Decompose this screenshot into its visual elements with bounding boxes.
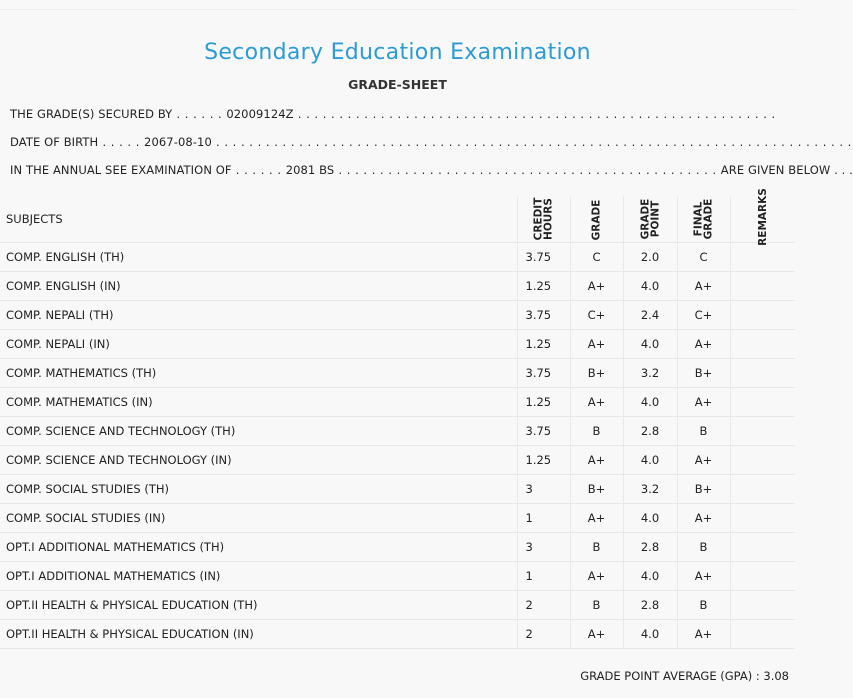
subject-cell: COMP. ENGLISH (TH) <box>0 243 517 272</box>
credit-hours-cell: 3 <box>517 533 570 562</box>
subject-cell: COMP. NEPALI (TH) <box>0 301 517 330</box>
table-row <box>0 475 795 504</box>
final-grade-cell: B <box>677 417 730 446</box>
subject-cell: COMP. NEPALI (IN) <box>0 330 517 359</box>
credit-hours-cell: 2 <box>517 591 570 620</box>
grade-point-cell: 4.0 <box>623 620 677 649</box>
grade-point-cell: 2.4 <box>623 301 677 330</box>
grade-point-cell: 2.8 <box>623 533 677 562</box>
remarks-cell <box>730 388 795 417</box>
info-line-secured: THE GRADE(S) SECURED BY . . . . . . 02009124Z . . . . . . . . . . . . . . . . . . . . . . . . . . . . . . . . . . . . . . . . . . . . . . . . . . . . . . . . . . <box>10 107 776 121</box>
header-final-grade: FINAL GRADE <box>677 196 730 243</box>
table-row <box>0 533 795 562</box>
dob-label: DATE OF BIRTH <box>10 135 99 149</box>
table-row <box>0 359 795 388</box>
grade-cell: B <box>570 591 623 620</box>
grade-point-cell: 3.2 <box>623 359 677 388</box>
remarks-cell <box>730 272 795 301</box>
table-row <box>0 388 795 417</box>
remarks-cell <box>730 243 795 272</box>
exam-label: IN THE ANNUAL SEE EXAMINATION OF <box>10 163 232 177</box>
table-row <box>0 591 795 620</box>
table-row <box>0 620 795 649</box>
grade-point-cell: 2.8 <box>623 417 677 446</box>
info-line-dob: DATE OF BIRTH . . . . . 2067-08-10 . . . . . . . . . . . . . . . . . . . . . . . . . . . . . . . . . . . . . . . . . . . . . . . . . . . . . . . . . . . . . . . . . . . . . . . . . . . . . <box>10 135 852 149</box>
table-row <box>0 301 795 330</box>
grade-point-cell: 4.0 <box>623 388 677 417</box>
remarks-cell <box>730 620 795 649</box>
table-row <box>0 504 795 533</box>
subject-cell: OPT.II HEALTH & PHYSICAL EDUCATION (IN) <box>0 620 517 649</box>
subject-cell: COMP. SOCIAL STUDIES (TH) <box>0 475 517 504</box>
table-header-row <box>0 196 795 243</box>
table-row <box>0 446 795 475</box>
subject-cell: COMP. ENGLISH (IN) <box>0 272 517 301</box>
subject-cell: OPT.II HEALTH & PHYSICAL EDUCATION (TH) <box>0 591 517 620</box>
grade-table <box>0 188 795 649</box>
grade-cell: A+ <box>570 504 623 533</box>
grade-cell: A+ <box>570 562 623 591</box>
grade-cell: A+ <box>570 330 623 359</box>
grade-point-cell: 3.2 <box>623 475 677 504</box>
remarks-cell <box>730 533 795 562</box>
table-row <box>0 330 795 359</box>
final-grade-cell: A+ <box>677 388 730 417</box>
gpa-value: 3.08 <box>763 669 789 683</box>
grade-cell: A+ <box>570 272 623 301</box>
credit-hours-cell: 3.75 <box>517 359 570 388</box>
grade-cell: A+ <box>570 620 623 649</box>
symbol-number: 02009124Z <box>226 107 294 121</box>
remarks-cell <box>730 330 795 359</box>
grade-point-cell: 2.0 <box>623 243 677 272</box>
grade-point-cell: 4.0 <box>623 446 677 475</box>
remarks-cell <box>730 504 795 533</box>
subject-cell: OPT.I ADDITIONAL MATHEMATICS (TH) <box>0 533 517 562</box>
subject-cell: COMP. MATHEMATICS (TH) <box>0 359 517 388</box>
header-subjects: SUBJECTS <box>0 196 517 243</box>
final-grade-cell: A+ <box>677 620 730 649</box>
grade-cell: B+ <box>570 475 623 504</box>
grade-point-cell: 2.8 <box>623 591 677 620</box>
credit-hours-cell: 3.75 <box>517 301 570 330</box>
final-grade-cell: B <box>677 533 730 562</box>
grade-cell: B+ <box>570 359 623 388</box>
credit-hours-cell: 1.25 <box>517 272 570 301</box>
credit-hours-cell: 1 <box>517 562 570 591</box>
final-grade-cell: C+ <box>677 301 730 330</box>
remarks-cell <box>730 446 795 475</box>
remarks-cell <box>730 591 795 620</box>
remarks-cell <box>730 359 795 388</box>
subject-cell: COMP. SOCIAL STUDIES (IN) <box>0 504 517 533</box>
grade-cell: C <box>570 243 623 272</box>
final-grade-cell: A+ <box>677 446 730 475</box>
credit-hours-cell: 3.75 <box>517 417 570 446</box>
table-row <box>0 562 795 591</box>
grade-point-cell: 4.0 <box>623 330 677 359</box>
grade-cell: A+ <box>570 446 623 475</box>
subject-cell: COMP. SCIENCE AND TECHNOLOGY (IN) <box>0 446 517 475</box>
credit-hours-cell: 1 <box>517 504 570 533</box>
credit-hours-cell: 1.25 <box>517 446 570 475</box>
credit-hours-cell: 2 <box>517 620 570 649</box>
subject-cell: COMP. SCIENCE AND TECHNOLOGY (TH) <box>0 417 517 446</box>
dob-value: 2067-08-10 <box>144 135 212 149</box>
final-grade-cell: A+ <box>677 272 730 301</box>
final-grade-cell: B <box>677 591 730 620</box>
exam-suffix: ARE GIVEN BELOW . . . <box>720 163 853 177</box>
credit-hours-cell: 1.25 <box>517 330 570 359</box>
final-grade-cell: A+ <box>677 330 730 359</box>
credit-hours-cell: 1.25 <box>517 388 570 417</box>
grade-cell: B <box>570 533 623 562</box>
table-row <box>0 272 795 301</box>
secured-label: THE GRADE(S) SECURED BY <box>10 107 173 121</box>
subject-cell: OPT.I ADDITIONAL MATHEMATICS (IN) <box>0 562 517 591</box>
grade-point-cell: 4.0 <box>623 504 677 533</box>
header-remarks: REMARKS <box>730 196 795 243</box>
grade-cell: C+ <box>570 301 623 330</box>
remarks-cell <box>730 475 795 504</box>
grade-point-cell: 4.0 <box>623 562 677 591</box>
table-row <box>0 243 795 272</box>
final-grade-cell: A+ <box>677 562 730 591</box>
grade-cell: B <box>570 417 623 446</box>
header-grade: GRADE <box>570 196 623 243</box>
grade-point-cell: 4.0 <box>623 272 677 301</box>
header-grade-point: GRADE POINT <box>623 196 677 243</box>
top-divider <box>0 9 795 10</box>
gpa-summary <box>580 669 789 683</box>
header-credit-hours: CREDIT HOURS <box>517 196 570 243</box>
table-row <box>0 417 795 446</box>
grade-cell: A+ <box>570 388 623 417</box>
gpa-label: GRADE POINT AVERAGE (GPA) : <box>580 669 760 683</box>
sheet-title: GRADE-SHEET <box>348 77 447 92</box>
subject-cell: COMP. MATHEMATICS (IN) <box>0 388 517 417</box>
credit-hours-cell: 3 <box>517 475 570 504</box>
final-grade-cell: B+ <box>677 475 730 504</box>
credit-hours-cell: 3.75 <box>517 243 570 272</box>
remarks-cell <box>730 417 795 446</box>
exam-title: Secondary Education Examination <box>204 40 591 65</box>
final-grade-cell: C <box>677 243 730 272</box>
remarks-cell <box>730 562 795 591</box>
exam-year: 2081 BS <box>285 163 335 177</box>
final-grade-cell: B+ <box>677 359 730 388</box>
info-line-exam: IN THE ANNUAL SEE EXAMINATION OF . . . . . . 2081 BS . . . . . . . . . . . . . . . . . . . . . . . . . . . . . . . . . . . . . . . . . . . . . . ARE GIVEN BELOW . . . <box>10 163 853 177</box>
remarks-cell <box>730 301 795 330</box>
final-grade-cell: A+ <box>677 504 730 533</box>
